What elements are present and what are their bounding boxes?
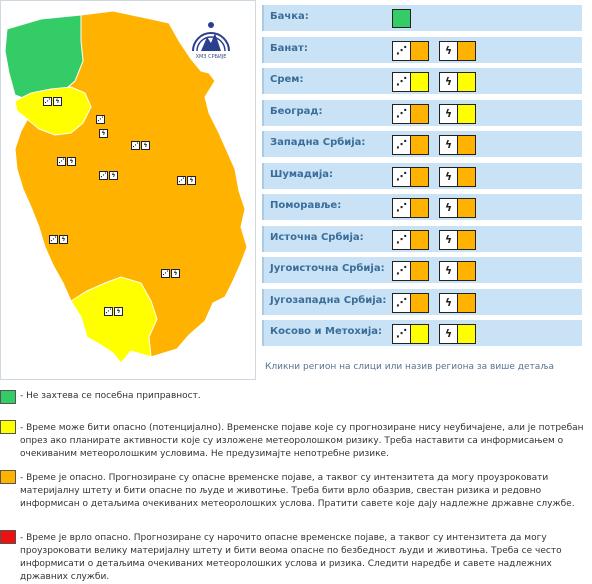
region-row[interactable] <box>262 68 582 94</box>
rain-warning <box>392 104 429 124</box>
warning-level-swatch <box>410 262 428 280</box>
storm-warning <box>439 230 476 250</box>
region-name[interactable]: Београд: <box>270 105 323 117</box>
region-row[interactable] <box>262 289 582 315</box>
lightning-icon: ϟ <box>440 136 457 154</box>
warning-level-swatch <box>457 136 475 154</box>
storm-warning <box>439 167 476 187</box>
rain-warning <box>392 72 429 92</box>
rain-warning <box>392 198 429 218</box>
rain-icon: ⋰ <box>100 172 107 179</box>
warning-level-swatch <box>457 73 475 91</box>
lightning-icon: ϟ <box>141 141 150 150</box>
warning-level-swatch <box>410 73 428 91</box>
lightning-icon: ϟ <box>440 42 457 60</box>
region-name[interactable]: Срем: <box>270 74 304 85</box>
warning-level-swatch <box>457 42 475 60</box>
region-warning-icons <box>392 167 476 187</box>
rain-warning <box>392 324 429 344</box>
lightning-icon: ϟ <box>440 231 457 249</box>
legend-swatch <box>0 420 16 434</box>
lightning-icon: ϟ <box>440 199 457 217</box>
no-warning-indicator <box>392 9 411 28</box>
region-warning-icons <box>392 41 476 61</box>
lightning-icon: ϟ <box>67 157 76 166</box>
rain-icon: ⋰ <box>97 116 104 123</box>
region-row[interactable] <box>262 37 582 63</box>
region-name[interactable]: Банат: <box>270 42 308 54</box>
warning-level-swatch <box>410 325 428 343</box>
map-icons-srem[interactable] <box>43 97 62 106</box>
lightning-icon: ϟ <box>171 269 180 278</box>
region-name[interactable]: Косово и Метохија: <box>270 326 383 337</box>
map-icons-pomoravlje[interactable] <box>131 141 150 150</box>
rain-icon: ⋰ <box>393 231 410 249</box>
legend-swatch <box>0 390 16 404</box>
lightning-icon: ϟ <box>53 97 62 106</box>
map-icons-belgrade-storm[interactable] <box>99 129 108 138</box>
region-warning-icons <box>392 230 476 250</box>
rain-icon: ⋰ <box>132 142 139 149</box>
rain-icon: ⋰ <box>393 136 410 154</box>
region-row[interactable] <box>262 5 582 31</box>
warning-map[interactable] <box>0 0 256 380</box>
legend-text: - Време је врло опасно. Прогнозиране су нарочито опасне временске појаве, а таквог су интензитета да могу проузроковати велику материјалну штету и бити веома опасне по безбедност људи и животиња. Треба се често информисати о детаљима очекиваних метеоролошких услова и ризика. Следити наредбе и савете надлежних државних служби. <box>20 533 562 582</box>
warning-level-swatch <box>410 42 428 60</box>
region-warning-icons <box>392 293 476 313</box>
region-name[interactable]: Источна Србија: <box>270 231 364 243</box>
lightning-icon: ϟ <box>187 176 196 185</box>
rain-icon: ⋰ <box>58 158 65 165</box>
storm-warning <box>439 198 476 218</box>
lightning-icon: ϟ <box>109 171 118 180</box>
rain-icon: ⋰ <box>393 168 410 186</box>
rain-icon: ⋰ <box>393 325 410 343</box>
warning-level-swatch <box>457 231 475 249</box>
region-warning-icons <box>392 104 476 124</box>
rain-icon: ⋰ <box>393 73 410 91</box>
region-row[interactable] <box>262 163 582 189</box>
warning-level-swatch <box>410 105 428 123</box>
rain-icon: ⋰ <box>393 199 410 217</box>
region-row[interactable] <box>262 100 582 126</box>
region-warning-icons <box>392 9 411 28</box>
map-icons-kosovo[interactable] <box>104 307 123 316</box>
lightning-icon: ϟ <box>440 168 457 186</box>
rain-icon: ⋰ <box>393 294 410 312</box>
lightning-icon: ϟ <box>440 73 457 91</box>
region-row[interactable] <box>262 320 582 346</box>
rain-icon: ⋰ <box>393 262 410 280</box>
region-row[interactable] <box>262 131 582 157</box>
lightning-icon: ϟ <box>59 235 68 244</box>
region-list <box>262 5 582 352</box>
warning-level-swatch <box>457 168 475 186</box>
region-warning-icons <box>392 324 476 344</box>
region-warning-icons <box>392 135 476 155</box>
lightning-icon: ϟ <box>440 105 457 123</box>
rain-warning <box>392 41 429 61</box>
rain-warning <box>392 230 429 250</box>
warning-level-swatch <box>457 105 475 123</box>
rain-icon: ⋰ <box>178 177 185 184</box>
rain-icon: ⋰ <box>393 105 410 123</box>
rain-warning <box>392 261 429 281</box>
region-warning-icons <box>392 261 476 281</box>
region-warning-icons <box>392 198 476 218</box>
storm-warning <box>439 41 476 61</box>
map-icons-southwest[interactable] <box>49 235 68 244</box>
legend-swatch <box>0 470 16 484</box>
legend-swatch <box>0 530 16 544</box>
rain-warning <box>392 293 429 313</box>
region-warning-icons <box>392 72 476 92</box>
logo-icon <box>189 15 233 55</box>
lightning-icon: ϟ <box>114 307 123 316</box>
storm-warning <box>439 72 476 92</box>
map-icons-southeast[interactable] <box>161 269 180 278</box>
map-icons-sumadija[interactable] <box>99 171 118 180</box>
rain-icon: ⋰ <box>44 98 51 105</box>
storm-warning <box>439 324 476 344</box>
storm-warning <box>439 293 476 313</box>
legend-text: - Време је опасно. Прогнозиране су опасне временске појаве, а таквог су интензитета да могу проузроковати материјалну штету и бити опасне по људе и животиње. Треба бити врло обазрив, свестан ризика и редовно информисан о детаљима очекиваних метеоролошких услова. Пратити савете које дају надлежне државне службе. <box>20 473 575 509</box>
warning-level-swatch <box>410 294 428 312</box>
map-icons-west[interactable] <box>57 157 76 166</box>
warning-level-swatch <box>457 294 475 312</box>
region-name[interactable]: Бачка: <box>270 11 309 22</box>
lightning-icon: ϟ <box>440 325 457 343</box>
rain-warning <box>392 167 429 187</box>
region-row[interactable] <box>262 257 582 283</box>
storm-warning <box>439 104 476 124</box>
lightning-icon: ϟ <box>440 262 457 280</box>
region-name[interactable]: Југозападна Србија: <box>270 294 387 306</box>
storm-warning <box>439 261 476 281</box>
map-icons-east[interactable] <box>177 176 196 185</box>
warning-level-swatch <box>410 231 428 249</box>
warning-level-swatch <box>410 136 428 154</box>
lightning-icon: ϟ <box>99 129 108 138</box>
legend-text: - Време може бити опасно (потенцијално). Временске појаве које су прогнозиране нису неубичајене, али је потребан опрез ако планирате активности које су изложене метеоролошком ризику. Треба наставити са информисањем о очекиваним метеоролошким условима. Не предузимајте непотребне ризике. <box>20 423 584 459</box>
rain-icon: ⋰ <box>393 42 410 60</box>
region-row[interactable] <box>262 194 582 220</box>
region-name[interactable]: Југоисточна Србија: <box>270 263 385 274</box>
warning-level-swatch <box>457 199 475 217</box>
region-row[interactable] <box>262 226 582 252</box>
rain-icon: ⋰ <box>50 236 57 243</box>
warning-level-swatch <box>410 168 428 186</box>
warning-level-swatch <box>457 325 475 343</box>
warning-level-swatch <box>457 262 475 280</box>
storm-warning <box>439 135 476 155</box>
map-icons-belgrade[interactable] <box>96 115 105 124</box>
rain-warning <box>392 135 429 155</box>
warning-level-swatch <box>410 199 428 217</box>
logo-caption: ХМЗ СРБИЈЕ <box>195 54 227 60</box>
region-name[interactable]: Западна Србија: <box>270 137 366 148</box>
rain-icon: ⋰ <box>105 308 112 315</box>
map-hint: Кликни регион на слици или назив региона за више детаља <box>265 362 554 372</box>
rain-icon: ⋰ <box>162 270 169 277</box>
legend-text: - Не захтева се посебна приправност. <box>20 391 201 401</box>
lightning-icon: ϟ <box>440 294 457 312</box>
region-name[interactable]: Шумадија: <box>270 168 334 180</box>
region-name[interactable]: Поморавље: <box>270 200 342 211</box>
